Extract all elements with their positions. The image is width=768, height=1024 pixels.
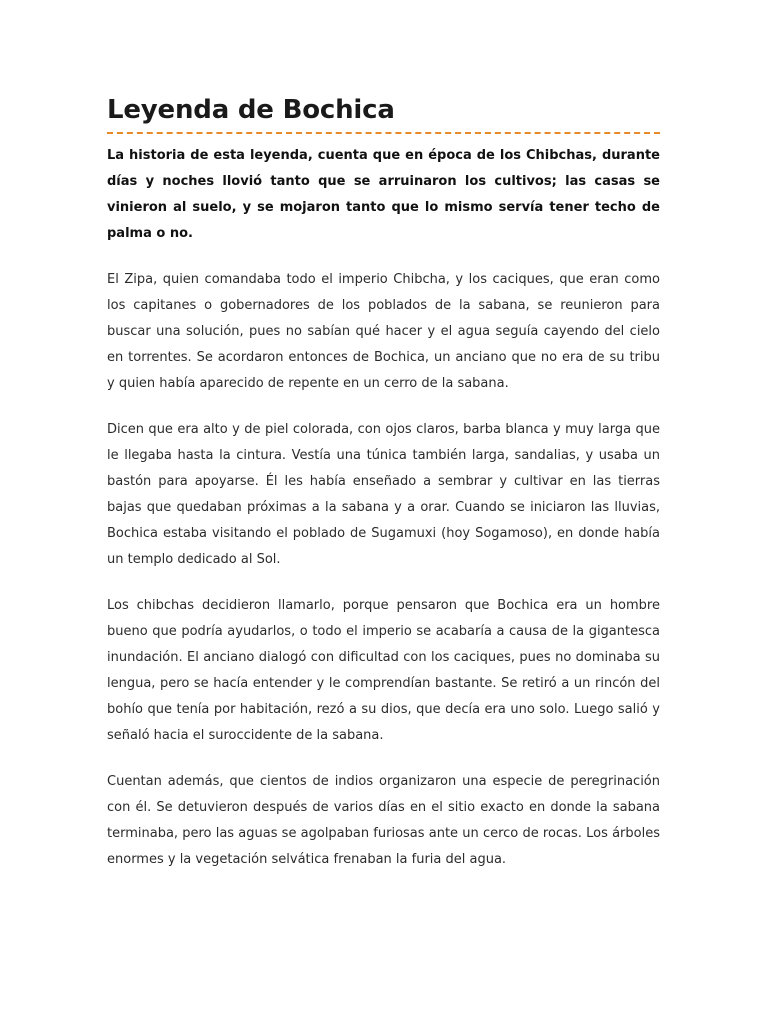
document-page	[107, 92, 660, 873]
body-paragraph-4: Cuentan además, que cientos de indios organizaron una especie de peregrinación con él. Se detuvieron después de varios días en el sitio exacto en donde la sabana terminaba, pero las aguas se agolpaban furiosas ante un cerco de rocas. Los árboles enormes y la vegetación selvática frenaban la furia del agua.	[107, 774, 660, 867]
body-paragraph-1: El Zipa, quien comandaba todo el imperio Chibcha, y los caciques, que eran como los capitanes o gobernadores de los poblados de la sabana, se reunieron para buscar una solución, pues no sabían qué hacer y el agua seguía cayendo del cielo en torrentes. Se acordaron entonces de Bochica, un anciano que no era de su tribu y quien había aparecido de repente en un cerro de la sabana.	[107, 272, 660, 391]
title-divider	[107, 132, 660, 134]
lead-paragraph: La historia de esta leyenda, cuenta que en época de los Chibchas, durante días y noches llovió tanto que se arruinaron los cultivos; las casas se vinieron al suelo, y se mojaron tanto que lo mismo servía tener techo de palma o no.	[107, 148, 660, 241]
body-paragraph-2: Dicen que era alto y de piel colorada, con ojos claros, barba blanca y muy larga que le llegaba hasta la cintura. Vestía una túnica también larga, sandalias, y usaba un bastón para apoyarse. Él les había enseñado a sembrar y cultivar en las tierras bajas que quedaban próximas a la sabana y a orar. Cuando se iniciaron las lluvias, Bochica estaba visitando el poblado de Sugamuxi (hoy Sogamoso), en donde había un templo dedicado al Sol.	[107, 422, 660, 567]
document-title: Leyenda de Bochica	[107, 95, 395, 125]
body-paragraph-3: Los chibchas decidieron llamarlo, porque pensaron que Bochica era un hombre bueno que podría ayudarlos, o todo el imperio se acabaría a causa de la gigantesca inundación. El anciano dialogó con dificultad con los caciques, pues no dominaba su lengua, pero se hacía entender y le comprendían bastante. Se retiró a un rincón del bohío que tenía por habitación, rezó a su dios, que decía era uno solo. Luego salió y señaló hacia el suroccidente de la sabana.	[107, 598, 660, 743]
